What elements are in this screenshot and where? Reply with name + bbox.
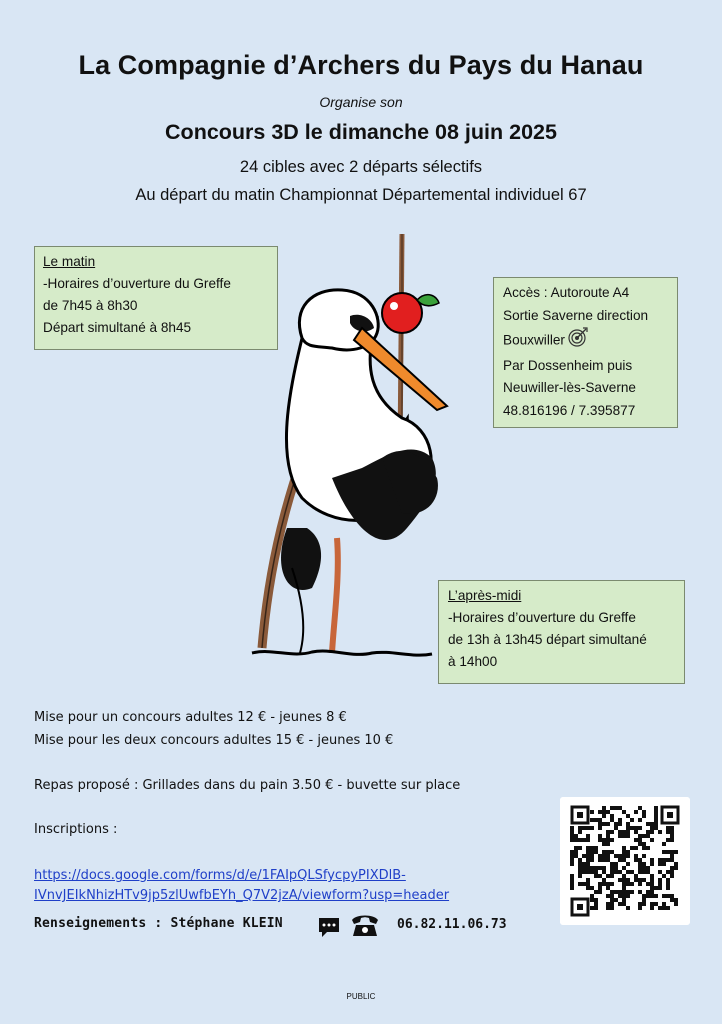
poster-title: La Compagnie d’Archers du Pays du Hanau	[78, 50, 644, 80]
acces-line: Accès : Autoroute A4	[503, 285, 630, 300]
renseignements-contact: Renseignements : Stéphane KLEIN	[34, 916, 283, 931]
matin-line: de 7h45 à 8h30	[43, 298, 138, 313]
organise-label: Organise son	[319, 94, 403, 110]
acces-line: Par Dossenheim puis	[503, 357, 633, 373]
inscription-link-line[interactable]: https://docs.google.com/forms/d/e/1FAIpQLSfycpyPIXDlB-	[34, 868, 406, 883]
stork-illustration	[232, 228, 462, 668]
inscription-link[interactable]	[34, 866, 514, 906]
target-icon	[568, 327, 588, 355]
inscription-link-line[interactable]: IVnvJEIkNhizHTv9jp5zlUwfbEYh_Q7V2jzA/viewform?usp=header	[34, 888, 450, 903]
acces-line-bouxwiller	[503, 327, 668, 355]
apres-midi-line: à 14h00	[448, 654, 498, 669]
gps-coordinates: 48.816196 / 7.395877	[503, 402, 636, 418]
repas-info: Repas proposé : Grillades dans du pain 3.50 € - buvette sur place	[34, 778, 461, 793]
phone-icon	[350, 912, 380, 943]
chat-icon	[317, 915, 341, 944]
acces-line: Neuwiller-lès-Saverne	[503, 380, 636, 395]
inscriptions-label: Inscriptions :	[34, 822, 118, 837]
apres-midi-line: -Horaires d’ouverture du Greffe	[448, 610, 636, 625]
acces-box	[493, 277, 678, 428]
apres-midi-line: de 13h à 13h45 départ simultané	[448, 632, 647, 647]
phone-number: 06.82.11.06.73	[397, 917, 507, 932]
acces-town: Bouxwiller	[503, 332, 565, 348]
concours-date: Concours 3D le dimanche 08 juin 2025	[165, 120, 557, 144]
matin-line: Départ simultané à 8h45	[43, 320, 192, 335]
championnat-info: Au départ du matin Championnat Départemental individuel 67	[135, 186, 587, 204]
cibles-info: 24 cibles avec 2 départs sélectifs	[239, 158, 483, 176]
acces-line: Sortie Saverne direction	[503, 307, 649, 323]
footer-classification: PUBLIC	[346, 992, 376, 1001]
mise-un-concours: Mise pour un concours adultes 12 € - jeunes 8 €	[34, 710, 347, 725]
qr-code[interactable]	[560, 797, 690, 925]
mise-deux-concours: Mise pour les deux concours adultes 15 € - jeunes 10 €	[34, 733, 394, 748]
apres-midi-heading: L’après-midi	[448, 588, 522, 603]
matin-line: -Horaires d’ouverture du Greffe	[43, 276, 231, 291]
apres-midi-box	[438, 580, 685, 684]
matin-heading: Le matin	[43, 254, 96, 269]
